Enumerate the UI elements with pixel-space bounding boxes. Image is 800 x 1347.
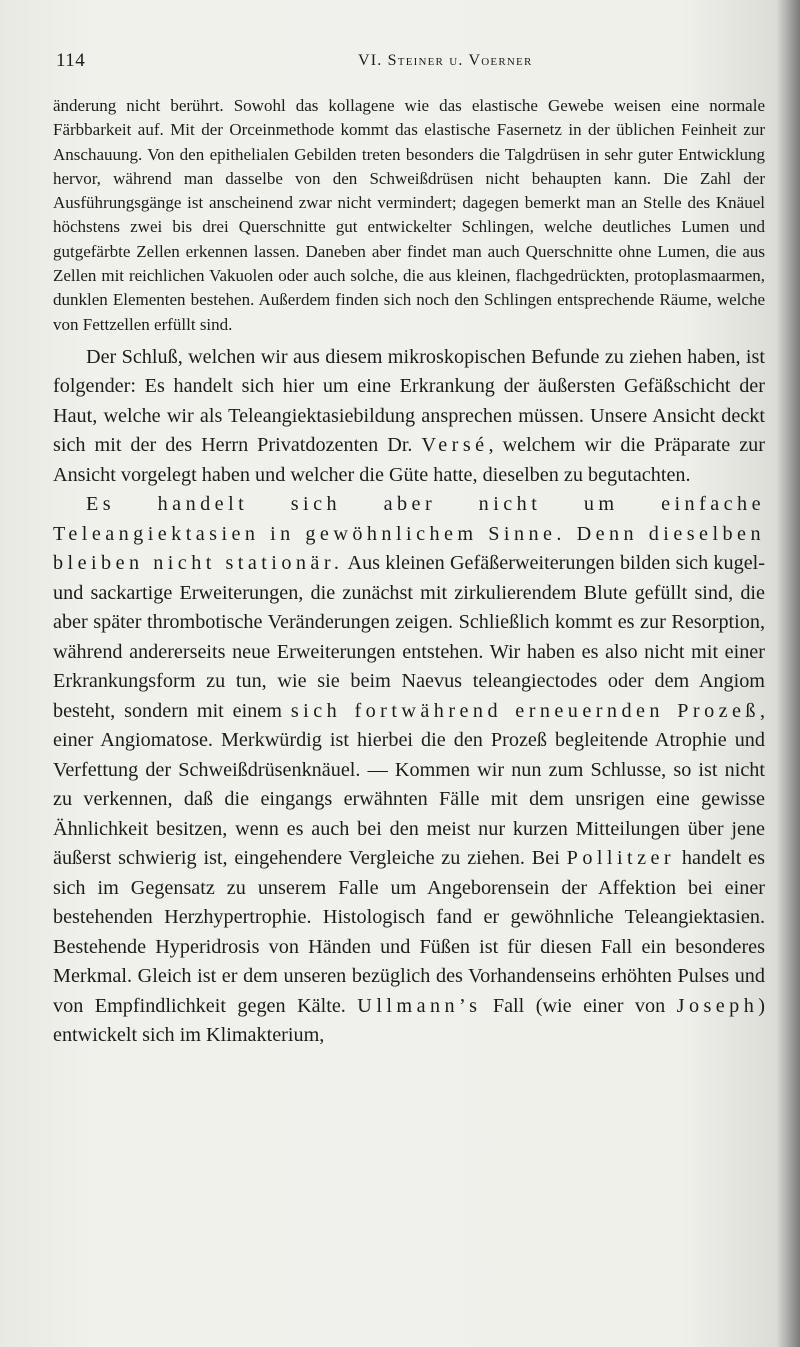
paragraph-text: , einer Angiomatose. Merkwürdig ist hierbei die den Prozeß begleitende Atrophie und Verfettung der Schweißdrüsenknäuel. — Kommen wir nun zum Schlusse, so ist nicht zu verkennen, daß die eingangs erwähnten Fälle mit dem unsrigen eine gewisse Ähnlichkeit besitzen, wenn es auch bei den meist nur kurzen Mitteilungen über jene äußerst schwierig ist, eingehendere Vergleiche zu ziehen. Bei [53,699,765,870]
author-name: Versé [421,434,489,457]
paragraph-conclusion [53,343,765,491]
paragraph-text: handelt es sich im Gegensatz zu unserem Falle um Angeborensein der Affektion bei einer bestehenden Herzhypertrophie. Histologisch fand er gewöhnliche Teleangiektasien. Bestehende Hyperidrosis von Händen und Füßen ist für diesen Fall ein besonderes Merkmal. Gleich ist er dem unseren bezüglich des Vorhandenseins erhöhten Pulses und von Empfindlichkeit gegen Kälte. [53,847,765,1017]
paragraph-text: Fall (wie einer von [481,994,677,1017]
page-header [56,50,766,76]
paragraph-text: Der Schluß, welchen wir aus diesem mikroskopischen Befunde zu ziehen haben, ist folgender: Es handelt sich hier um eine Erkrankung der äußersten Gefäßschicht der Haut, welche wir als Teleangiektasiebildung ansprechen müssen. Unsere Ansicht deckt sich mit der des Herrn Privatdozenten Dr. [53,345,765,457]
page-number: 114 [56,50,86,71]
paragraph-text: Aus kleinen Gefäßerweiterungen bilden sich kugel- und sackartige Erweiterungen, die zunächst mit zirkulierendem Blute gefüllt sind, die aber später thrombotische Veränderungen zeigen. Schließlich kommt es zur Resorption, während andererseits neue Erweiterungen entstehen. Wir haben es also nicht mit einer Erkrankungsform zu tun, wie sie beim Naevus teleangiectodes oder dem Angiom besteht, sondern mit einem [53,552,765,722]
author-name: Pollitzer [566,847,676,870]
paragraph-text: ) entwickelt sich im Klimakterium, [53,994,765,1047]
author-name: Joseph [676,994,759,1017]
paragraph-text: , welchem wir die Präparate zur Ansicht vorgelegt haben und welcher die Güte hatte, dieselben zu begutachten. [53,434,765,486]
author-name: Ullmann’s [357,994,482,1017]
paragraph-histology: änderung nicht berührt. Sowohl das kollagene wie das elastische Gewebe weisen eine normale Färbbarkeit auf. Mit der Orceinmethode kommt das elastische Fasernetz in der üblichen Feinheit zur Anschauung. Von den epithelialen Gebilden treten besonders die Talgdrüsen in sehr guter Entwicklung hervor, während man dasselbe von den Schweißdrüsen nicht behaupten kann. Die Zahl der Ausführungsgänge ist anscheinend zwar nicht vermindert; dagegen bemerkt man an Stelle des Knäuel höchstens zwei bis drei Querschnitte gut entwickelter Schlingen, welche deutliches Lumen und gutgefärbte Zellen erkennen lassen. Daneben aber findet man auch Querschnitte ohne Lumen, die aus Zellen mit reichlichen Vakuolen oder auch solche, die aus kleinen, flachgedrückten, protoplasmaarmen, dunklen Elementen bestehen. Außerdem finden sich noch den Schlingen entsprechende Räume, welche von Fettzellen erfüllt sind. [53,96,765,334]
page-body [53,94,765,1051]
paragraph-angiomatosis [53,490,765,1051]
running-head: VI. Steiner u. Voerner [358,52,533,69]
emphasized-text: sich fortwährend erneuernden Prozeß [290,699,760,722]
emphasized-text: Es handelt sich aber nicht um einfache Teleangiektasien in gewöhnlichem Sinne. Denn dieselben bleiben nicht stationär. [53,493,765,575]
